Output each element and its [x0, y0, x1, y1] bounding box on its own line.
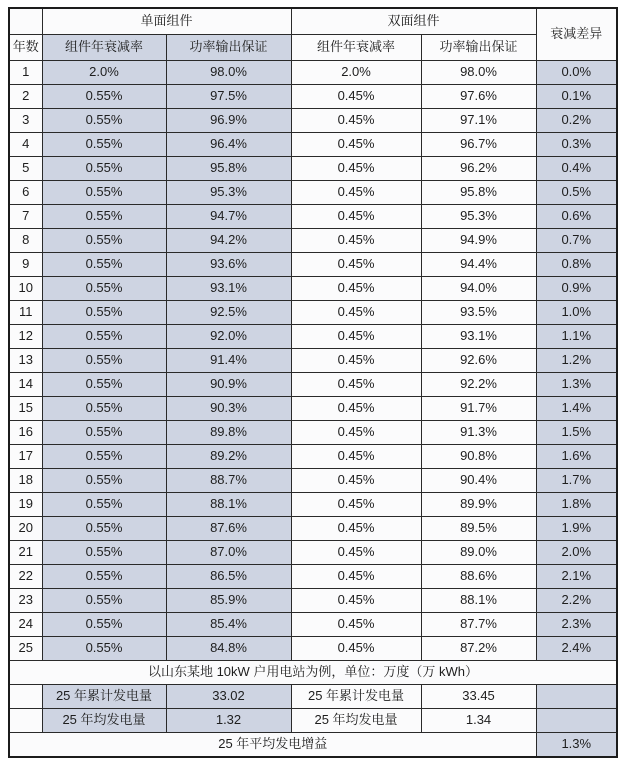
bi-degradation-cell: 0.45%: [291, 565, 421, 589]
bi-degradation-cell: 0.45%: [291, 85, 421, 109]
diff-cell: 2.4%: [536, 637, 617, 661]
bi-degradation-cell: 0.45%: [291, 421, 421, 445]
year-cell: 25: [9, 637, 42, 661]
bi-degradation-cell: 0.45%: [291, 373, 421, 397]
bi-degradation-cell: 0.45%: [291, 469, 421, 493]
table-row: [9, 397, 617, 421]
note-row: [9, 661, 617, 685]
bi-power-cell: 88.1%: [421, 589, 536, 613]
table-row: [9, 589, 617, 613]
bi-average-label: 25 年均发电量: [291, 709, 421, 733]
diff-cell: 1.5%: [536, 421, 617, 445]
mono-cumulative-label: 25 年累计发电量: [42, 685, 166, 709]
year-cell: 4: [9, 133, 42, 157]
average-generation-row: [9, 709, 617, 733]
diff-cell: 0.9%: [536, 277, 617, 301]
diff-cell: 1.7%: [536, 469, 617, 493]
sub-header-row: [9, 35, 617, 61]
mono-degradation-cell: 0.55%: [42, 325, 166, 349]
year-cell: 3: [9, 109, 42, 133]
table-row: [9, 253, 617, 277]
diff-header: 衰减差异: [536, 8, 617, 61]
bi-degradation-cell: 0.45%: [291, 229, 421, 253]
bi-power-cell: 93.1%: [421, 325, 536, 349]
diff-cell: 1.8%: [536, 493, 617, 517]
diff-cell: 1.0%: [536, 301, 617, 325]
table-row: [9, 181, 617, 205]
mono-degradation-cell: 0.55%: [42, 229, 166, 253]
bi-degradation-cell: 0.45%: [291, 637, 421, 661]
bi-power-cell: 96.7%: [421, 133, 536, 157]
table-row: [9, 373, 617, 397]
diff-cell: 0.6%: [536, 205, 617, 229]
mono-degradation-cell: 0.55%: [42, 373, 166, 397]
diff-cell: 2.1%: [536, 565, 617, 589]
bi-power-cell: 92.2%: [421, 373, 536, 397]
bi-degradation-cell: 0.45%: [291, 349, 421, 373]
year-cell: 5: [9, 157, 42, 181]
year-cell: 15: [9, 397, 42, 421]
mono-average-label: 25 年均发电量: [42, 709, 166, 733]
mono-degradation-cell: 0.55%: [42, 397, 166, 421]
mono-power-cell: 85.4%: [166, 613, 291, 637]
mono-power-cell: 97.5%: [166, 85, 291, 109]
bi-power-cell: 92.6%: [421, 349, 536, 373]
year-cell: 10: [9, 277, 42, 301]
diff-cell: 0.1%: [536, 85, 617, 109]
mono-power-cell: 87.0%: [166, 541, 291, 565]
mono-power-cell: 98.0%: [166, 61, 291, 85]
year-cell: 20: [9, 517, 42, 541]
empty-cell: [9, 709, 42, 733]
diff-cell: 0.4%: [536, 157, 617, 181]
bi-power-cell: 96.2%: [421, 157, 536, 181]
year-cell: 19: [9, 493, 42, 517]
degradation-rows: [9, 61, 617, 661]
mono-degradation-cell: 2.0%: [42, 61, 166, 85]
table-row: [9, 157, 617, 181]
bi-degradation-cell: 0.45%: [291, 445, 421, 469]
table-row: [9, 133, 617, 157]
bifacial-group-header: 双面组件: [291, 8, 536, 35]
year-cell: 21: [9, 541, 42, 565]
gain-row: [9, 733, 617, 758]
cumulative-generation-row: [9, 685, 617, 709]
diff-cell: 1.1%: [536, 325, 617, 349]
year-cell: 18: [9, 469, 42, 493]
year-cell: 17: [9, 445, 42, 469]
bi-power-cell: 90.8%: [421, 445, 536, 469]
mono-degradation-cell: 0.55%: [42, 277, 166, 301]
mono-degradation-cell: 0.55%: [42, 637, 166, 661]
bi-power-cell: 91.3%: [421, 421, 536, 445]
table-row: [9, 541, 617, 565]
year-cell: 12: [9, 325, 42, 349]
year-cell: 23: [9, 589, 42, 613]
mono-degradation-cell: 0.55%: [42, 589, 166, 613]
mono-average-value: 1.32: [166, 709, 291, 733]
bi-power-cell: 95.8%: [421, 181, 536, 205]
bi-degradation-cell: 0.45%: [291, 613, 421, 637]
bi-power-cell: 90.4%: [421, 469, 536, 493]
mono-degradation-cell: 0.55%: [42, 109, 166, 133]
bi-degradation-cell: 0.45%: [291, 325, 421, 349]
bi-power-cell: 93.5%: [421, 301, 536, 325]
bi-power-cell: 94.4%: [421, 253, 536, 277]
diff-cell: 0.0%: [536, 61, 617, 85]
mono-power-cell: 92.0%: [166, 325, 291, 349]
year-cell: 2: [9, 85, 42, 109]
bi-degradation-cell: 0.45%: [291, 541, 421, 565]
table-row: [9, 565, 617, 589]
table-footer: [9, 661, 617, 758]
bi-cumulative-label: 25 年累计发电量: [291, 685, 421, 709]
diff-cell: 1.2%: [536, 349, 617, 373]
bi-power-cell: 94.9%: [421, 229, 536, 253]
mono-degradation-cell: 0.55%: [42, 469, 166, 493]
mono-power-cell: 90.3%: [166, 397, 291, 421]
degradation-comparison-table: [8, 7, 618, 758]
diff-cell: 2.0%: [536, 541, 617, 565]
bi-degradation-cell: 0.45%: [291, 517, 421, 541]
mono-power-cell: 91.4%: [166, 349, 291, 373]
bi-power-cell: 89.9%: [421, 493, 536, 517]
mono-degradation-cell: 0.55%: [42, 565, 166, 589]
mono-degradation-cell: 0.55%: [42, 349, 166, 373]
bi-degradation-header: 组件年衰减率: [291, 35, 421, 61]
mono-degradation-cell: 0.55%: [42, 541, 166, 565]
diff-cell: 1.3%: [536, 373, 617, 397]
mono-group-header: 单面组件: [42, 8, 291, 35]
year-cell: 14: [9, 373, 42, 397]
table-row: [9, 229, 617, 253]
year-cell: 7: [9, 205, 42, 229]
year-cell: 8: [9, 229, 42, 253]
table-row: [9, 61, 617, 85]
mono-degradation-cell: 0.55%: [42, 445, 166, 469]
bi-power-cell: 97.1%: [421, 109, 536, 133]
bi-power-cell: 95.3%: [421, 205, 536, 229]
bi-degradation-cell: 0.45%: [291, 493, 421, 517]
mono-power-cell: 94.2%: [166, 229, 291, 253]
bi-power-cell: 89.5%: [421, 517, 536, 541]
year-cell: 9: [9, 253, 42, 277]
year-cell: 24: [9, 613, 42, 637]
bi-power-cell: 94.0%: [421, 277, 536, 301]
mono-degradation-cell: 0.55%: [42, 517, 166, 541]
year-cell: 13: [9, 349, 42, 373]
mono-degradation-cell: 0.55%: [42, 157, 166, 181]
empty-cell: [536, 709, 617, 733]
diff-cell: 0.3%: [536, 133, 617, 157]
mono-power-cell: 89.2%: [166, 445, 291, 469]
mono-power-cell: 89.8%: [166, 421, 291, 445]
bi-degradation-cell: 0.45%: [291, 277, 421, 301]
bi-degradation-cell: 2.0%: [291, 61, 421, 85]
diff-cell: 1.9%: [536, 517, 617, 541]
bi-degradation-cell: 0.45%: [291, 253, 421, 277]
diff-cell: 0.7%: [536, 229, 617, 253]
group-header-row: [9, 8, 617, 35]
empty-cell: [536, 685, 617, 709]
table-row: [9, 517, 617, 541]
mono-degradation-cell: 0.55%: [42, 613, 166, 637]
bi-degradation-cell: 0.45%: [291, 589, 421, 613]
table-row: [9, 349, 617, 373]
bi-power-cell: 89.0%: [421, 541, 536, 565]
mono-power-cell: 96.9%: [166, 109, 291, 133]
mono-power-cell: 90.9%: [166, 373, 291, 397]
mono-power-cell: 93.6%: [166, 253, 291, 277]
bi-degradation-cell: 0.45%: [291, 157, 421, 181]
year-cell: 11: [9, 301, 42, 325]
mono-power-cell: 87.6%: [166, 517, 291, 541]
mono-degradation-cell: 0.55%: [42, 85, 166, 109]
mono-power-cell: 94.7%: [166, 205, 291, 229]
corner-cell: [9, 8, 42, 35]
mono-degradation-cell: 0.55%: [42, 133, 166, 157]
bi-power-cell: 88.6%: [421, 565, 536, 589]
year-cell: 22: [9, 565, 42, 589]
bi-degradation-cell: 0.45%: [291, 397, 421, 421]
bi-degradation-cell: 0.45%: [291, 301, 421, 325]
year-cell: 6: [9, 181, 42, 205]
table-row: [9, 445, 617, 469]
table-row: [9, 613, 617, 637]
mono-power-cell: 85.9%: [166, 589, 291, 613]
mono-degradation-cell: 0.55%: [42, 205, 166, 229]
table-row: [9, 637, 617, 661]
mono-power-header: 功率输出保证: [166, 35, 291, 61]
bi-average-value: 1.34: [421, 709, 536, 733]
table-header: [9, 8, 617, 61]
diff-cell: 1.6%: [536, 445, 617, 469]
mono-degradation-cell: 0.55%: [42, 493, 166, 517]
bi-power-cell: 98.0%: [421, 61, 536, 85]
bi-power-cell: 91.7%: [421, 397, 536, 421]
bi-degradation-cell: 0.45%: [291, 205, 421, 229]
mono-degradation-cell: 0.55%: [42, 181, 166, 205]
table-row: [9, 85, 617, 109]
bi-power-header: 功率输出保证: [421, 35, 536, 61]
diff-cell: 0.5%: [536, 181, 617, 205]
diff-cell: 2.2%: [536, 589, 617, 613]
bi-power-cell: 87.7%: [421, 613, 536, 637]
mono-power-cell: 95.8%: [166, 157, 291, 181]
mono-degradation-header: 组件年衰减率: [42, 35, 166, 61]
table-row: [9, 325, 617, 349]
year-cell: 16: [9, 421, 42, 445]
bi-power-cell: 97.6%: [421, 85, 536, 109]
mono-power-cell: 86.5%: [166, 565, 291, 589]
gain-value: 1.3%: [536, 733, 617, 758]
bi-degradation-cell: 0.45%: [291, 181, 421, 205]
diff-cell: 2.3%: [536, 613, 617, 637]
gain-label: 25 年平均发电增益: [9, 733, 536, 758]
bi-power-cell: 87.2%: [421, 637, 536, 661]
bi-degradation-cell: 0.45%: [291, 133, 421, 157]
mono-power-cell: 95.3%: [166, 181, 291, 205]
mono-degradation-cell: 0.55%: [42, 421, 166, 445]
year-header: 年数: [9, 35, 42, 61]
table-row: [9, 469, 617, 493]
table-row: [9, 205, 617, 229]
mono-power-cell: 88.1%: [166, 493, 291, 517]
table-row: [9, 301, 617, 325]
diff-cell: 1.4%: [536, 397, 617, 421]
table-row: [9, 277, 617, 301]
table-row: [9, 493, 617, 517]
note-text: 以山东某地 10kW 户用电站为例，单位：万度（万 kWh）: [9, 661, 617, 685]
mono-degradation-cell: 0.55%: [42, 253, 166, 277]
year-cell: 1: [9, 61, 42, 85]
mono-power-cell: 93.1%: [166, 277, 291, 301]
mono-power-cell: 92.5%: [166, 301, 291, 325]
mono-cumulative-value: 33.02: [166, 685, 291, 709]
diff-cell: 0.2%: [536, 109, 617, 133]
empty-cell: [9, 685, 42, 709]
mono-power-cell: 88.7%: [166, 469, 291, 493]
mono-degradation-cell: 0.55%: [42, 301, 166, 325]
diff-cell: 0.8%: [536, 253, 617, 277]
bi-cumulative-value: 33.45: [421, 685, 536, 709]
mono-power-cell: 96.4%: [166, 133, 291, 157]
mono-power-cell: 84.8%: [166, 637, 291, 661]
bi-degradation-cell: 0.45%: [291, 109, 421, 133]
table-row: [9, 421, 617, 445]
table-row: [9, 109, 617, 133]
